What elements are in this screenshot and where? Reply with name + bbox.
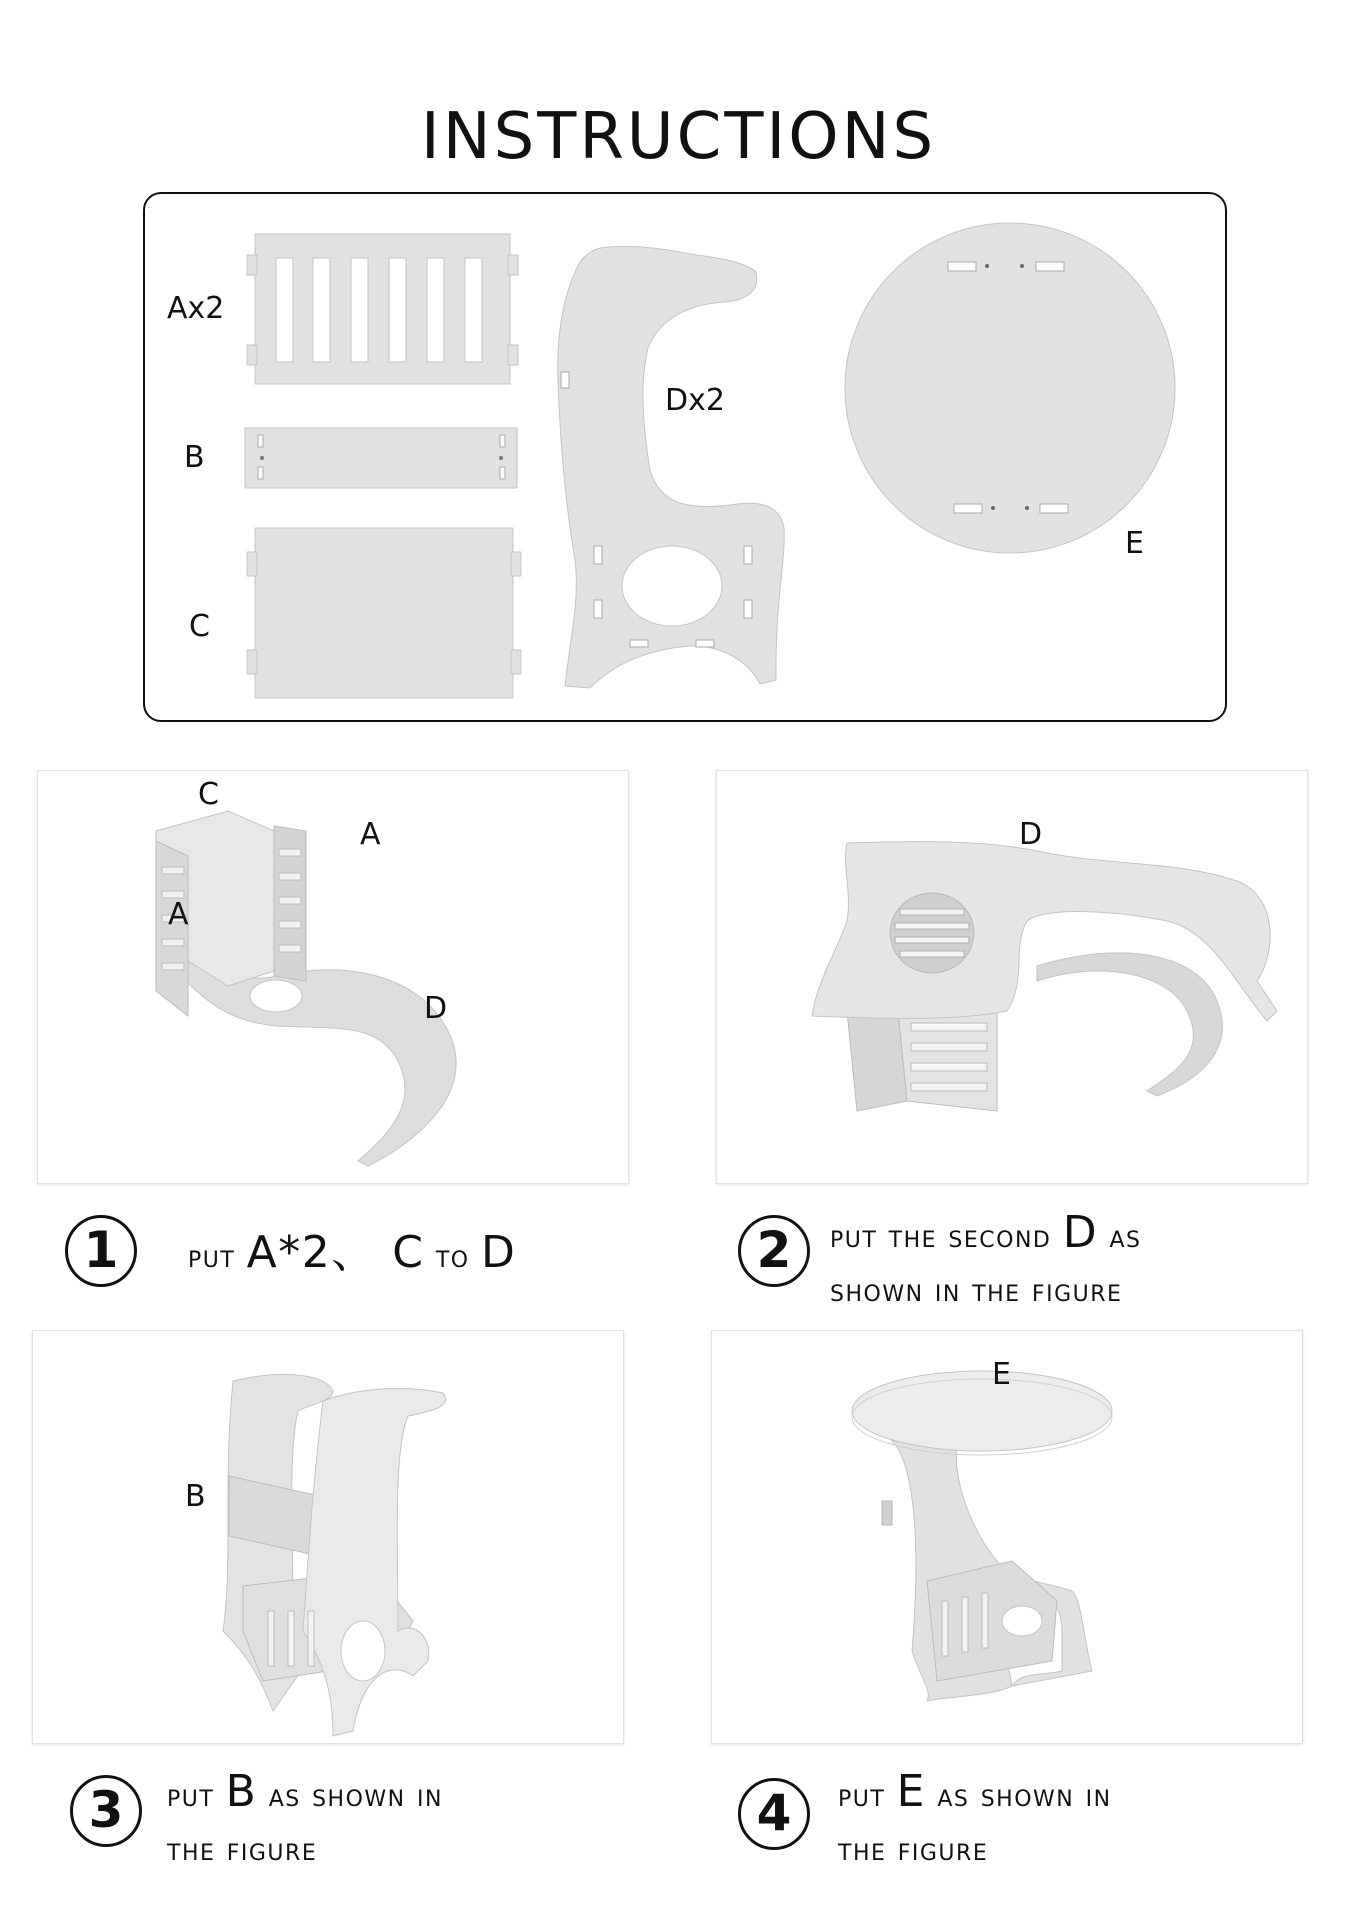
step-1-figure xyxy=(37,770,629,1184)
part-e-round-top xyxy=(845,223,1175,553)
step-4-figure xyxy=(711,1330,1303,1744)
step-1-number: 1 xyxy=(65,1215,137,1287)
step-3-figure xyxy=(32,1330,624,1744)
part-e-label: E xyxy=(1125,526,1144,561)
step-4-label-e: E xyxy=(992,1357,1011,1392)
step-1-label-a-left: A xyxy=(168,897,189,932)
step-4-number: 4 xyxy=(738,1778,810,1850)
part-d-side xyxy=(558,246,785,688)
part-a-panel xyxy=(247,234,518,384)
step-2-caption: put the second D as shown in the figure xyxy=(830,1207,1142,1309)
part-a-label: Ax2 xyxy=(167,291,225,326)
step-3-illustration xyxy=(33,1331,623,1743)
step-3-caption: put B as shown in the figure xyxy=(167,1766,443,1868)
step-1-label-a-right: A xyxy=(360,817,381,852)
step-2-illustration xyxy=(717,771,1307,1183)
part-c-panel xyxy=(247,528,521,698)
step-1-label-c: C xyxy=(198,777,219,812)
step-1-caption: put A*2、 C to D xyxy=(188,1227,517,1278)
step-4-caption: put E as shown in the figure xyxy=(838,1766,1112,1868)
step-1-illustration xyxy=(38,771,628,1183)
step-3-number: 3 xyxy=(70,1775,142,1847)
part-d-label: Dx2 xyxy=(665,383,725,418)
step-4-illustration xyxy=(712,1331,1302,1743)
step-2-figure xyxy=(716,770,1308,1184)
page-title: INSTRUCTIONS xyxy=(420,100,937,174)
step-1-label-d: D xyxy=(424,991,448,1026)
part-c-label: C xyxy=(189,609,210,644)
parts-illustration xyxy=(0,0,1357,760)
step-3-label-b: B xyxy=(185,1479,206,1514)
step-2-label-d: D xyxy=(1019,817,1043,852)
step-2-number: 2 xyxy=(738,1215,810,1287)
part-b-label: B xyxy=(184,440,205,475)
part-b-board xyxy=(245,428,517,488)
